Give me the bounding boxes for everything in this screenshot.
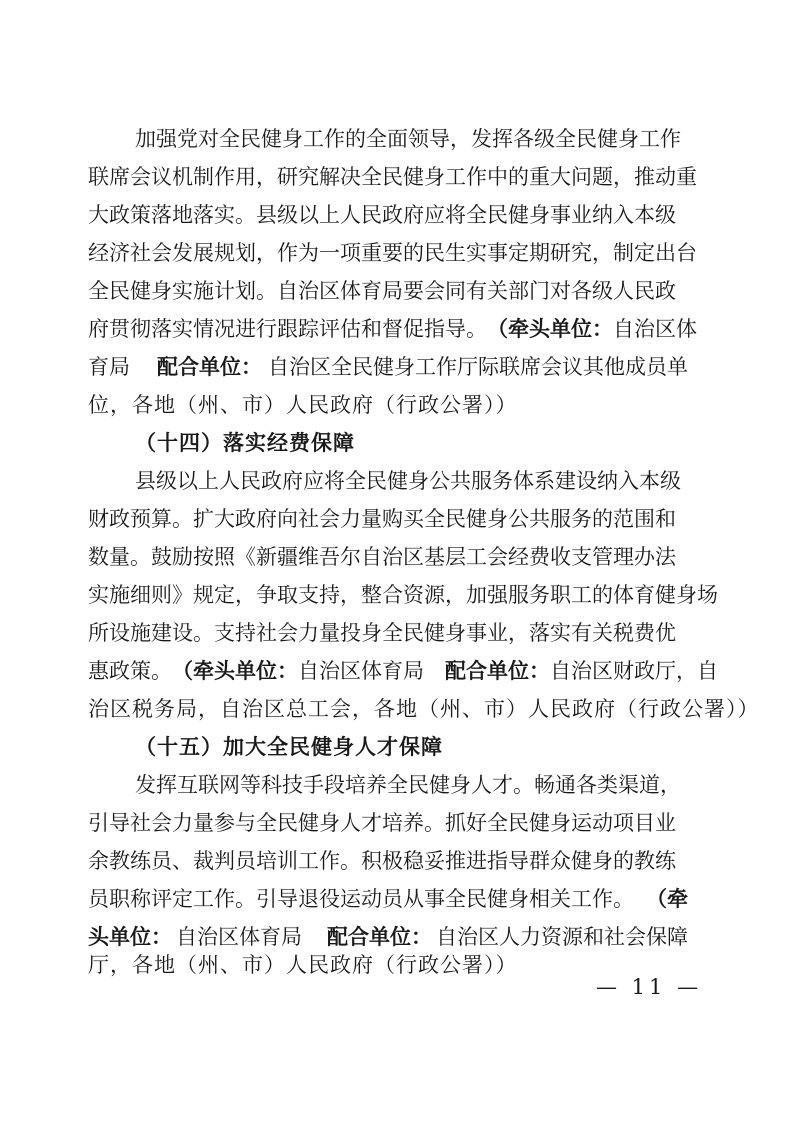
text: 员职称评定工作。引导退役运动员从事全民健身相关工作。 <box>88 887 634 911</box>
text: 联席会议机制作用，研究解决全民健身工作中的重大问题，推动重 <box>88 165 697 189</box>
text: 自治区体育局 <box>298 659 445 683</box>
text: 发挥互联网等科技手段培养全民健身人才。畅通各类渠道， <box>135 773 681 797</box>
coop-unit-label: 配合单位： <box>327 924 432 949</box>
p1-line-2 <box>88 157 697 197</box>
text: 数量。鼓励按照《新疆维吾尔自治区基层工会经费收支管理办法 <box>88 545 676 569</box>
page-number: — 11 — <box>596 975 703 999</box>
p1-line-6 <box>88 309 697 349</box>
p1-line-5 <box>88 271 688 311</box>
p1-line-1 <box>135 119 688 159</box>
p1-line-8 <box>88 385 688 425</box>
text: 加强党对全民健身工作的全面领导，发挥各级全民健身工作 <box>135 127 681 151</box>
section-heading-14: （十四）落实经费保障 <box>135 430 355 455</box>
text: 余教练员、裁判员培训工作。积极稳妥推进指导群众健身的教练 <box>88 849 676 873</box>
lead-unit-label-start: （牵 <box>646 886 688 911</box>
p2-line-1 <box>135 461 688 501</box>
p1-line-3 <box>88 195 688 235</box>
p3-line-3 <box>88 841 688 881</box>
coop-unit-label: 配合单位： <box>157 354 262 379</box>
p2-line-5 <box>88 613 688 653</box>
lead-unit-label-end: 头单位： <box>88 924 172 949</box>
text: 自治区财政厅，自 <box>550 659 718 683</box>
p2-line-2 <box>88 499 688 539</box>
text: 自治区体 <box>613 317 697 341</box>
p2-line-3 <box>88 537 688 577</box>
p3-line-1 <box>135 765 688 805</box>
p2-line-4 <box>88 575 718 615</box>
text: 引导社会力量参与全民健身人才培养。抓好全民健身运动项目业 <box>88 811 676 835</box>
p2-line-7 <box>88 689 760 729</box>
text: 育局 <box>88 355 151 379</box>
text: 府贯彻落实情况进行跟踪评估和督促指导。 <box>88 317 487 341</box>
text: 全民健身实施计划。自治区体育局要会同有关部门对各级人民政 <box>88 279 676 303</box>
coop-unit-label: 配合单位： <box>445 658 550 683</box>
text: 位，各地（州、市）人民政府（行政公署）） <box>88 393 518 417</box>
text: 县级以上人民政府应将全民健身公共服务体系建设纳入本级 <box>135 469 681 493</box>
text: 经济社会发展规划，作为一项重要的民生实事定期研究，制定出台 <box>88 241 697 265</box>
text: 自治区体育局 <box>176 925 323 949</box>
text: 自治区人力资源和社会保障 <box>436 925 688 949</box>
lead-unit-label: （牵头单位： <box>487 316 613 341</box>
text: 厅，各地（州、市）人民政府（行政公署）） <box>88 953 518 977</box>
p1-line-7 <box>88 347 688 387</box>
section-heading-15: （十五）加大全民健身人才保障 <box>135 734 443 759</box>
text: 大政策落地落实。县级以上人民政府应将全民健身事业纳入本级 <box>88 203 676 227</box>
p3-line-2 <box>88 803 688 843</box>
text: 自治区全民健身工作厅际联席会议其他成员单 <box>268 355 688 379</box>
text: 财政预算。扩大政府向社会力量购买全民健身公共服务的范围和 <box>88 507 676 531</box>
text: 所设施建设。支持社会力量投身全民健身事业，落实有关税费优 <box>88 621 676 645</box>
p2-line-6 <box>88 651 718 691</box>
p3-line-4 <box>88 879 688 919</box>
lead-unit-label: （牵头单位： <box>172 658 298 683</box>
text: 治区税务局，自治区总工会，各地（州、市）人民政府（行政公署）） <box>88 697 760 721</box>
p1-line-4 <box>88 233 697 273</box>
text: 实施细则》规定，争取支持，整合资源，加强服务职工的体育健身场 <box>88 583 718 607</box>
text: 惠政策。 <box>88 659 172 683</box>
